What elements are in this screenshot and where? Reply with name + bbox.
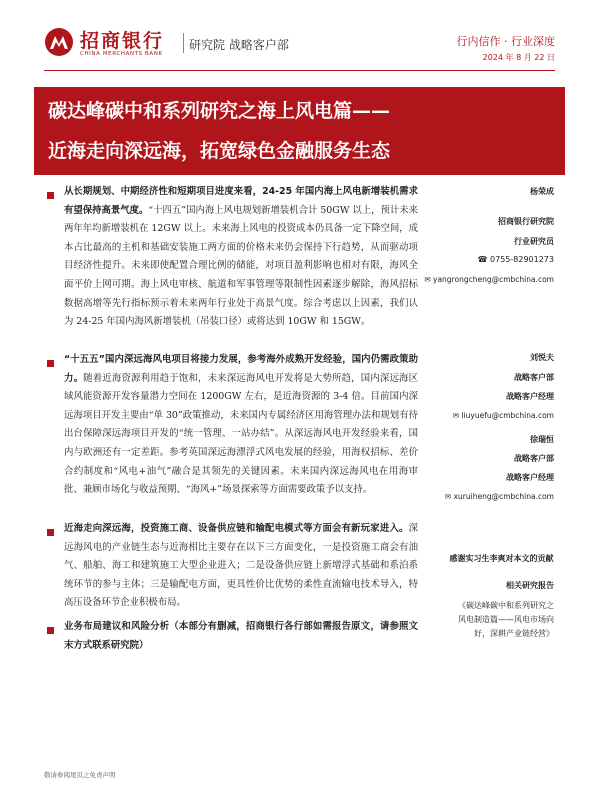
author-1-email[interactable]: ✉ yangrongcheng@cmbchina.com <box>424 275 554 284</box>
brand-name-en: CHINA MERCHANTS BANK <box>80 51 163 57</box>
report-type: 行内信作 · 行业深度 <box>456 35 555 48</box>
author-2-name: 刘悦夫 <box>530 353 554 362</box>
acknowledgement: 感谢实习生李爽对本文的贡献 <box>449 554 554 563</box>
section-bullet <box>47 529 54 536</box>
section-bullet <box>47 360 54 367</box>
author-2-org: 战略客户部 <box>514 373 554 382</box>
related-report-line-2[interactable]: 风电制造篇——风电市场向 <box>458 615 554 624</box>
author-3-name: 徐瑞恒 <box>530 435 554 444</box>
section-1-lead: 从长期规划、中期经济性和短期项目进度来看，24-25 年国内海上风电新增装机需求有望保持高景气度。 <box>64 186 418 216</box>
header-rule <box>44 70 555 71</box>
section-3-lead: 近海走向深远海，投资施工商、设备供应链和输配电模式等方面会有新玩家进入。 <box>64 523 409 534</box>
section-1-paragraph <box>64 183 418 332</box>
section-1-body: “十四五”国内海上风电规划新增装机合计 50GW 以上，预计未来两年年均新增装机在 12GW 以上。未来海上风电的投资成本仍具备一定下降空间，成本占比最高的主机和基础安装施工两方面的价格未来仍会保持下行趋势，从而驱动项目经济性提升。未来即使配置合理比例的储能，对项目盈利影响也相对有限，海风全面平价上网可期。海上风电审核、航道和军事管理等限制性因素逐步解除，海风招标数据高增等先行指标预示着未来两年行业处于高景气度。综合考虑以上因素，我们认为 24-25 年国内海风新增装机（吊装口径）或将达到 10GW 和 15GW。 <box>64 204 418 328</box>
author-2-role: 战略客户经理 <box>506 392 554 401</box>
section-3-paragraph <box>64 520 418 613</box>
disclaimer-note: 敬请参阅尾页之免责声明 <box>44 771 116 779</box>
related-report-line-3[interactable]: 好，深耕产业链经营》 <box>474 629 554 638</box>
report-date: 2024 年 8 月 22 日 <box>482 53 555 62</box>
cmb-logo-icon <box>44 27 74 57</box>
section-4-paragraph <box>64 618 418 655</box>
section-4-lead: 业务布局建议和风险分析（本部分有删减，招商银行各行部如需报告原文，请参照文末方式联系研究院） <box>64 621 418 651</box>
brand-name: 招商银行 <box>80 30 165 52</box>
section-2-paragraph <box>64 351 418 500</box>
author-2-email[interactable]: ✉ liuyuefu@cmbchina.com <box>452 411 554 420</box>
author-1-phone: ☎ 0755-82901273 <box>477 255 554 264</box>
section-3-body: 深远海风电的产业链生态与近海相比主要存在以下三方面变化，一是投资施工商会有油气、船舶、海工和建筑施工大型企业进入；二是设备供应链上新增浮式基础和系泊系统环节的参与主体；三是输配电方面，更具性价比优势的柔性直流输电技术导入，特高压设备环节企业积极布局。 <box>64 523 418 609</box>
section-2-lead: “十五五”国内深远海风电项目将接力发展，参考海外成熟开发经验，国内仍需政策助力。 <box>64 354 418 384</box>
author-3-email[interactable]: ✉ xuruiheng@cmbchina.com <box>444 492 554 501</box>
author-1-org: 招商银行研究院 <box>498 217 554 226</box>
report-title-line-2: 近海走向深远海，拓宽绿色金融服务生态 <box>48 140 391 162</box>
department-label: 研究院 战略客户部 <box>189 38 289 52</box>
related-heading: 相关研究报告 <box>506 581 554 590</box>
author-3-org: 战略客户部 <box>514 454 554 463</box>
section-2-body: 随着近海资源利用趋于饱和，未来深远海风电开发将是大势所趋，国内深远海区域风能资源开发容量潜力空间在 1200GW 左右，是近海资源的 3-4 倍。目前国内深远海项目开发主要由“单 30”政策推动，未来国内专属经济区用海管理办法和规划有待出台保障深远海项目开发的“统一管理、一站办结”。从深远海风电开发经验来看，国内与欧洲还有一定差距。参考英国深远海漂浮式风电发展的经验，用海权招标、差价合约制度和“风电+油气”融合是其领先的关键因素。未来国内深远海风电在用海审批、兼顾市场化与收益预期、“海风+”场景探索等方面需要政策予以支持。 <box>64 372 418 496</box>
section-bullet <box>47 192 54 199</box>
header-divider <box>183 33 184 53</box>
author-3-role: 战略客户经理 <box>506 473 554 482</box>
author-1-role: 行业研究员 <box>514 237 554 246</box>
related-report-line-1[interactable]: 《碳达峰碳中和系列研究之 <box>458 601 554 610</box>
author-1-name: 杨荣成 <box>530 187 554 196</box>
section-bullet <box>47 627 54 634</box>
report-title-line-1: 碳达峰碳中和系列研究之海上风电篇—— <box>48 100 391 122</box>
